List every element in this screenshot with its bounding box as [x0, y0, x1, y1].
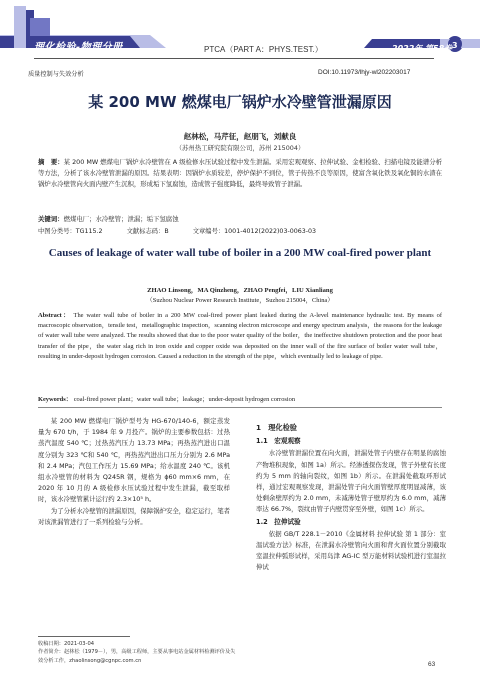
title-english: Causes of leakage of water wall tube of boiler in a 200 MW coal-fired power plant: [48, 247, 432, 259]
classification-line: [38, 226, 442, 235]
authors-english: ZHAO Linsong，MA Qinzheng，ZHAO Pengfei，LIU Xianliang: [147, 287, 333, 294]
logo-bar-light: [14, 6, 26, 48]
body-left-column: [38, 416, 230, 528]
doi: DOI:10.11973/lhjy-wl202203017: [318, 69, 411, 76]
keywords-cn-text: 燃煤电厂；水冷壁管；泄漏；垢下氢腐蚀: [63, 215, 179, 223]
clc-number: 中图分类号：TG115.2: [38, 228, 103, 235]
keywords-en-label: Keywords：: [38, 396, 73, 403]
section-tag: 质量控制与失效分析: [28, 71, 84, 78]
abstract-divider: [38, 407, 442, 408]
keywords-cn-label: 关键词：: [38, 215, 64, 223]
footnote: [38, 640, 238, 665]
abstract-en-text: The water wall tube of boiler in a 200 MW coal-fired power plant leaked during the A-level maintenance hydraulic test. By means of macroscopic observation，tensile test，metallographic inspection，scanning electron microscope and energy spectrum analysis，the reasons for the leakage of water wall tube were analyzed. The results showed that due to the poor water quality of the boiler，the ineffective shutdown protection and the poor heat transfer of the pipe，the water slag rich in iron oxide and copper oxide was deposited on the inner wall of the fire surface of boiler water wall tube，resulting in under-deposit hydrogen corrosion. Caused a reduction in the strength of the pipe，which eventually led to leakage of pipe.: [38, 312, 443, 360]
body-paragraph: 水冷壁管泄漏位置在向火面，泄漏处管子内壁存在明显的腐蚀产物堆积现象，如图 1a）所示。经渗透探伤发现，管子外壁有长度约为 5 mm 的轴向裂纹，如图 1b）所示。在泄漏处截取环形试样，通过宏观观察发现，泄漏处管子向火面管壁厚度明显减薄，该处剩余壁厚约为 2.0 mm，未减薄处管子壁厚约为 6.0 mm，减薄率达 66.7%，裂纹由管子内壁贯穿至外壁，如图 1c）所示。: [256, 449, 446, 514]
footnote-rule: [38, 636, 130, 637]
authors-chinese: 赵林松，马芹征，赵朋飞，刘献良: [183, 132, 297, 141]
keywords-english: [38, 394, 442, 403]
section-heading: 1 理化检验: [256, 423, 297, 432]
abstract-english: [38, 311, 442, 362]
body-right-column: [256, 416, 446, 574]
received-date: 收稿日期：2021-03-04: [38, 641, 95, 647]
header-rule: [34, 58, 434, 59]
affiliation-english: （Suzhou Nuclear Power Research Institute，Suzhou 215004，China）: [146, 297, 334, 304]
body-paragraph: 为了分析水冷壁管的泄漏原因，保障锅炉安全，稳定运行，笔者对该泄漏管进行了一系列检验与分析。: [38, 506, 230, 526]
author-bio: 作者简介：赵林松（1979－），男，高级工程师，主要从事电站金属材料检测评价及失效分析工作，zhaolinsong@cgnpc.com.cn: [38, 649, 236, 664]
affiliation-chinese: （苏州热工研究院有限公司，苏州 215004）: [175, 144, 305, 152]
journal-name: PTCA（PART A：PHYS.TEST.）: [204, 45, 323, 54]
abstract-cn-label: 摘 要：: [38, 158, 64, 166]
issue-number: 3: [452, 41, 458, 50]
title-chinese: 某 200 MW 燃煤电厂锅炉水冷壁管泄漏原因: [88, 93, 392, 111]
subsection-heading: 1.2 拉伸试验: [256, 517, 301, 526]
body-paragraph: 某 200 MW 燃煤电厂锅炉型号为 HG-670/140-6，额定蒸发量为 670 t/h，于 1984 年 9 月投产。锅炉的主要参数包括：过热蒸汽温度 540 ℃；过热蒸汽压力 13.73 MPa；再热蒸汽进出口温度分别为 323 ℃和 540 ℃，再热蒸汽进出口压力分别为 2.6 MPa 和 2.4 MPa；汽包工作压力 15.69 MPa；给水温度 240 ℃。该机组水冷壁管的材料为 Q245R 钢，规格为 ϕ60 mm×6 mm，在 2020 年 10 月的 A 级检修水压试验过程中发生泄漏，截至取样时，该水冷壁管累计运行约 2.3×10⁵ h。: [38, 417, 230, 504]
abstract-chinese: [38, 157, 442, 191]
page-number: 63: [428, 661, 436, 668]
doc-code: 文献标志码：B: [126, 228, 169, 235]
logo-square: [30, 18, 50, 36]
keywords-en-text: coal-fired power plant；water wall tube；leakage；under-deposit hydrogen corrosion: [73, 396, 296, 403]
keywords-chinese: [38, 214, 442, 223]
journal-logo-text: 理化检验-物理分册: [34, 42, 123, 53]
abstract-en-label: Abstract：: [38, 312, 71, 319]
article-number: 文章编号：1001-4012(2022)03-0063-03: [192, 228, 317, 235]
abstract-cn-text: 某 200 MW 燃煤电厂锅炉水冷壁管在 A 级检修水压试验过程中发生泄漏。采用宏观观察、拉伸试验、金相检验、扫描电镜及能谱分析等方法，分析了该水冷壁管泄漏的原因。结果表明：因锅炉水质较差，停炉保护不到位，管子传热不良等原因，使富含氧化铁及氧化铜的水渣在锅炉水冷壁管向火面内壁产生沉积，形成垢下氢腐蚀，造成管子强度降低，最终导致管子泄漏。: [38, 158, 442, 189]
subsection-heading: 1.1 宏观观察: [256, 437, 301, 446]
body-paragraph: 依据 GB/T 228.1－2010《金属材料 拉伸试验 第 1 部分：室温试验方法》标准，在泄漏水冷壁管向火面和背火面位置分别截取室温拉伸弧形试样，采用岛津 AG-IC 型万能材料试验机进行室温拉伸试: [256, 529, 446, 572]
year-volume: 2022年 第58卷: [392, 44, 453, 53]
